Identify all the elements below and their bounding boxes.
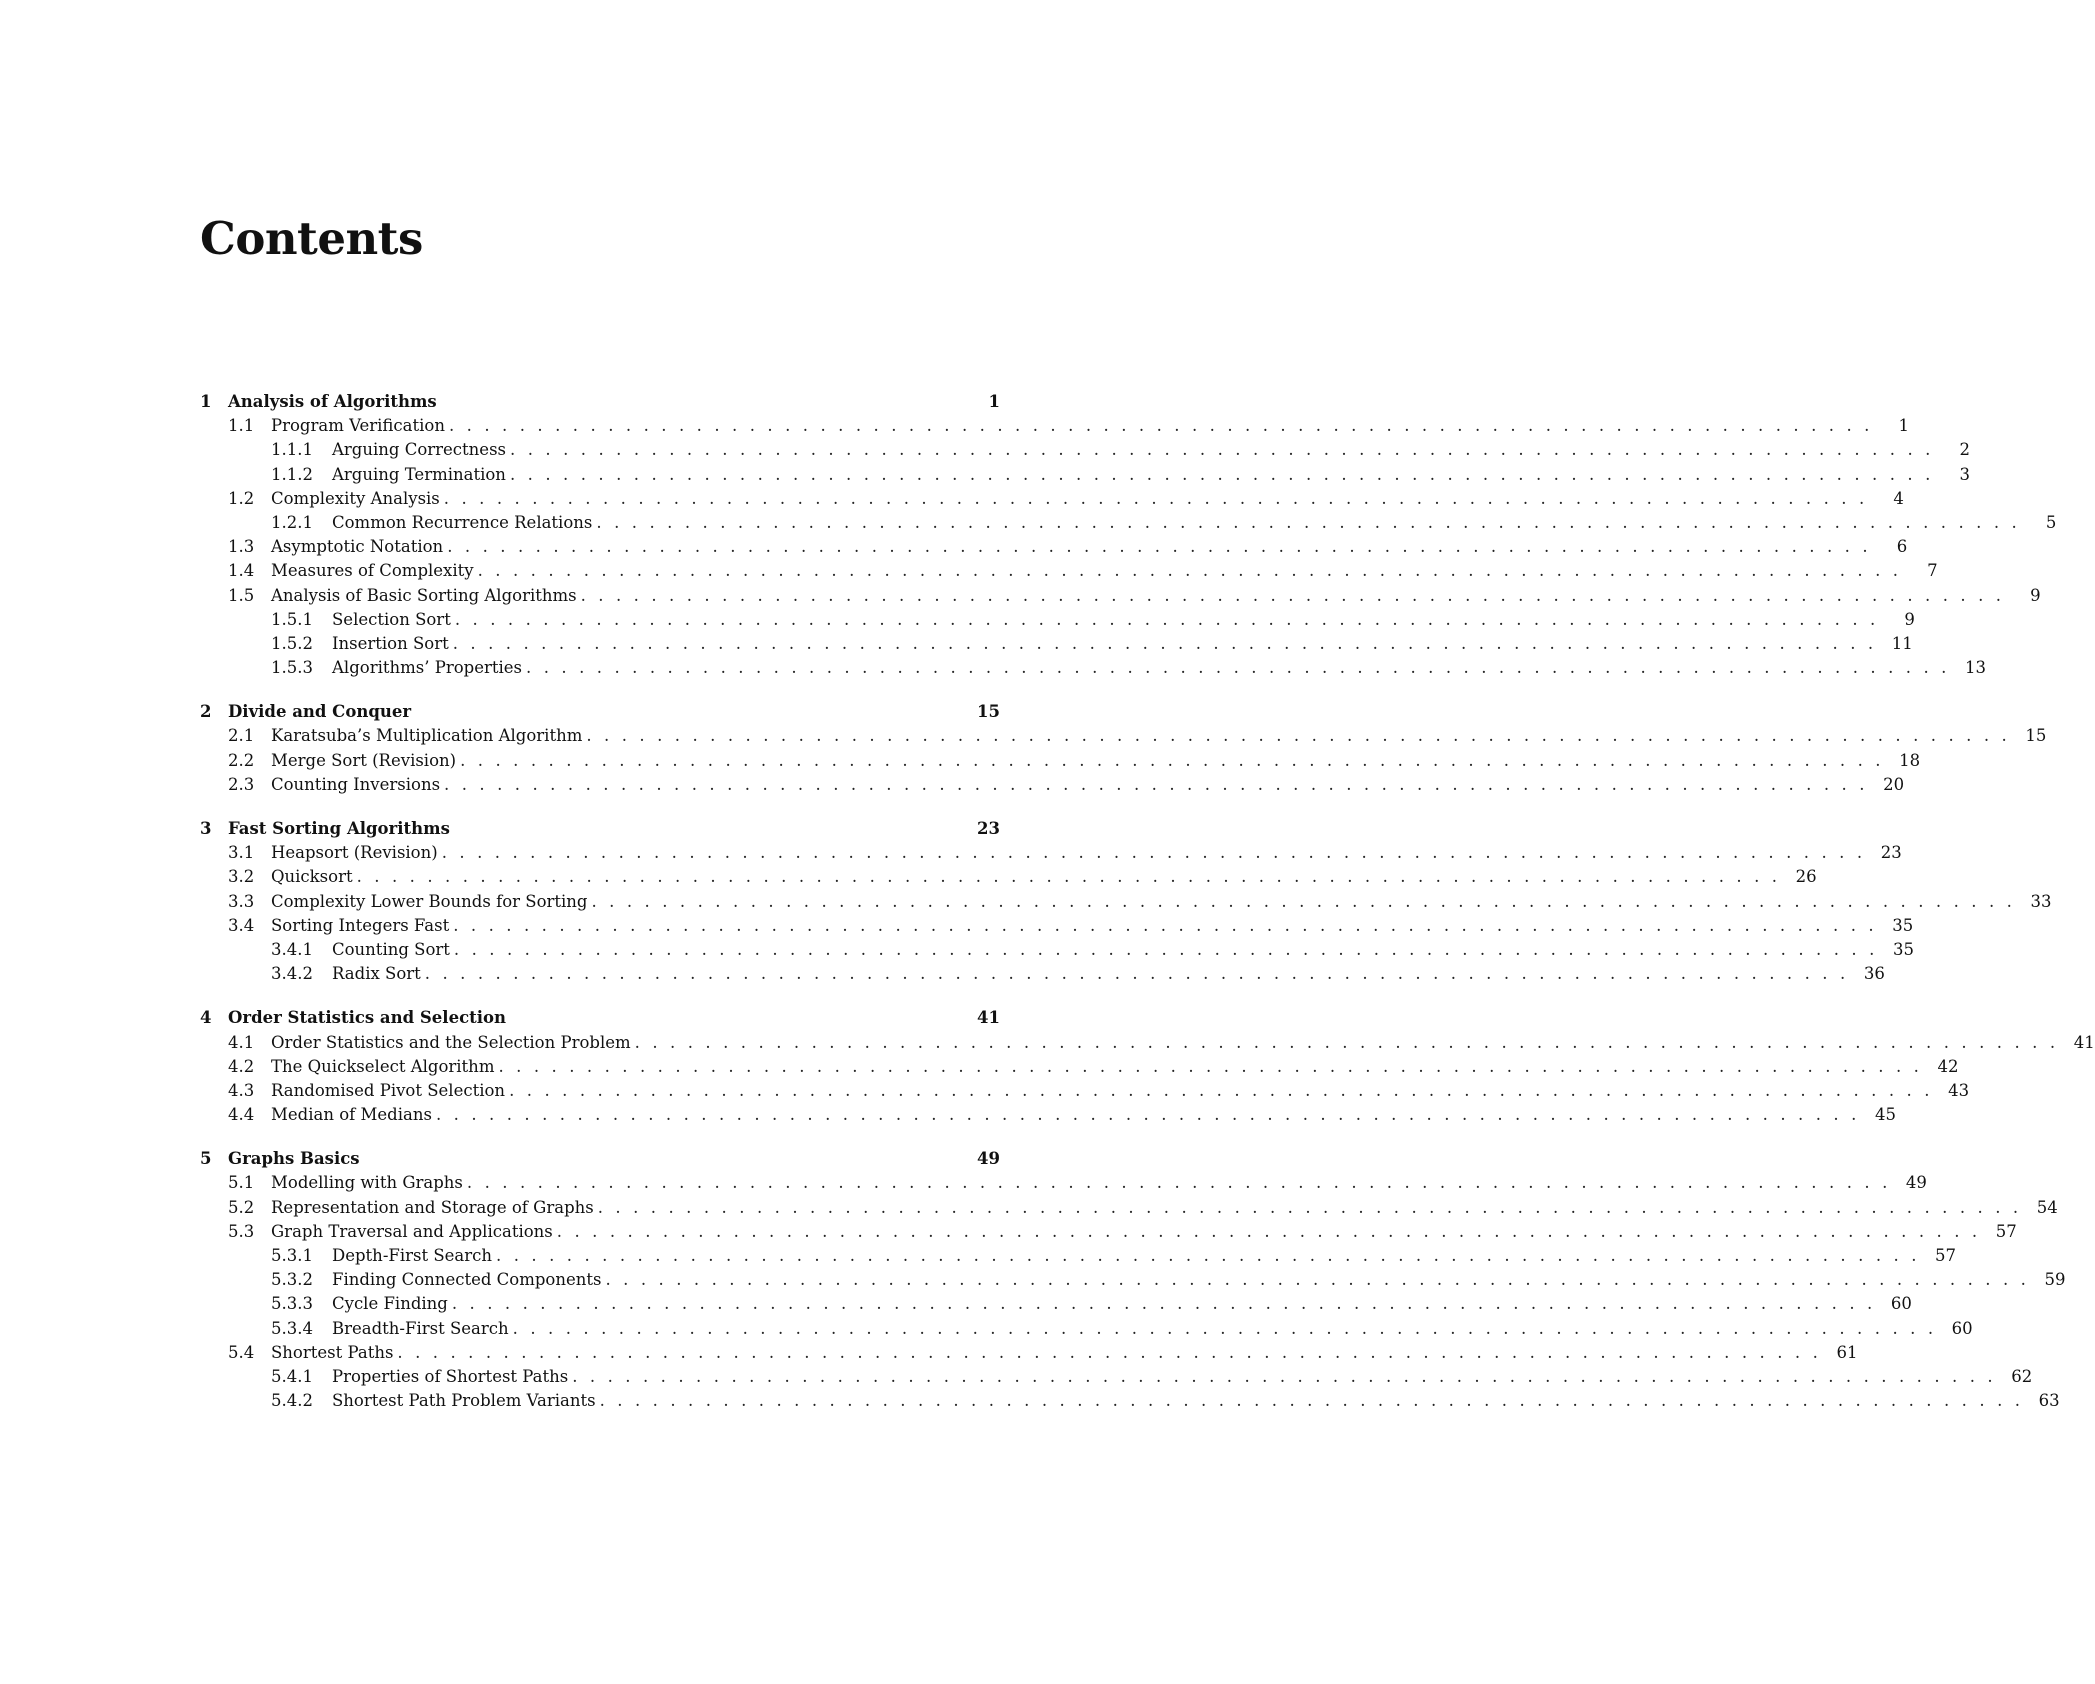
toc-chapter-row[interactable] [200, 392, 1000, 416]
entry-title: Shortest Paths [271, 1342, 394, 1362]
dot-leader: . . . . . . . . . . . . . . . . . . . . . . . . . . . . . . . . . . . . . . . . . . . . . . . . . . . . . . . . . . . . . . . . . . . . . . . . . . . . . . . . . [580, 585, 2005, 605]
toc-subsection-row[interactable] [200, 658, 1987, 682]
entry-number: 5.4 [228, 1342, 255, 1362]
entry-page-number: 36 [1863, 964, 1885, 984]
entry-page-number: 33 [2030, 891, 2052, 911]
dot-leader: . . . . . . . . . . . . . . . . . . . . . . . . . . . . . . . . . . . . . . . . . . . . . . . . . . . . . . . . . . . . . . . . . . . . . . . . . . . . . . . . . [451, 1294, 1876, 1314]
entry-page-number: 45 [1874, 1105, 1896, 1125]
toc-chapter-2 [200, 702, 2047, 799]
entry-number: 4.3 [228, 1080, 255, 1100]
toc-section-row[interactable] [200, 774, 1905, 799]
chapter-page-number: 15 [977, 702, 1000, 722]
chapter-number: 3 [200, 819, 212, 838]
toc-section-row[interactable] [200, 488, 1904, 513]
entry-page-number: 42 [1937, 1056, 1959, 1076]
entry-title: Heapsort (Revision) [271, 843, 438, 863]
entry-title: Sorting Integers Fast [271, 915, 450, 935]
entry-title: Complexity Lower Bounds for Sorting [271, 891, 588, 911]
entry-title: Properties of Shortest Paths [332, 1366, 569, 1386]
entry-number: 1.5.3 [271, 658, 313, 678]
entry-number: 1.2.1 [271, 512, 313, 532]
entry-number: 3.4.1 [271, 939, 313, 959]
entry-number: 1.1 [228, 416, 255, 436]
entry-number: 3.4.2 [271, 964, 313, 984]
entry-title: Algorithms’ Properties [332, 658, 522, 678]
entry-page-number: 6 [1896, 537, 1908, 557]
entry-number: 3.3 [228, 891, 255, 911]
toc-subsection-row[interactable] [200, 440, 1971, 464]
dot-leader: . . . . . . . . . . . . . . . . . . . . . . . . . . . . . . . . . . . . . . . . . . . . . . . . . . . . . . . . . . . . . . . . . . . . . . . . . . . . . . . . . [512, 1318, 1937, 1338]
toc-chapter-5 [200, 1149, 2066, 1415]
toc-section-row[interactable] [200, 416, 1910, 440]
toc-section-row[interactable] [200, 1342, 1858, 1367]
entry-page-number: 15 [2025, 726, 2047, 746]
entry-title: Common Recurrence Relations [332, 512, 593, 532]
toc-section-row[interactable] [200, 843, 1902, 867]
entry-page-number: 41 [2073, 1032, 2095, 1052]
entry-title: Counting Inversions [271, 774, 441, 794]
dot-leader: . . . . . . . . . . . . . . . . . . . . . . . . . . . . . . . . . . . . . . . . . . . . . . . . . . . . . . . . . . . . . . . . . . . . . . . . . . . . . . . . . [424, 964, 1849, 984]
entry-title: Merge Sort (Revision) [271, 750, 457, 770]
dot-leader: . . . . . . . . . . . . . . . . . . . . . . . . . . . . . . . . . . . . . . . . . . . . . . . . . . . . . . . . . . . . . . . . . . . . . . . . . . . . . . . . . [510, 440, 1935, 460]
entry-number: 5.3.4 [271, 1318, 313, 1338]
entry-page-number: 2 [1959, 440, 1971, 460]
toc-chapter-1 [200, 392, 2057, 682]
entry-number: 4.4 [228, 1105, 255, 1125]
entry-page-number: 62 [2011, 1366, 2033, 1386]
chapter-title: Fast Sorting Algorithms [228, 819, 450, 838]
dot-leader: . . . . . . . . . . . . . . . . . . . . . . . . . . . . . . . . . . . . . . . . . . . . . . . . . . . . . . . . . . . . . . . . . . . . . . . . . . . . . . . . . [586, 726, 2011, 746]
toc-section-row[interactable] [200, 915, 1914, 940]
toc-chapter-row[interactable] [200, 819, 1000, 843]
toc-section-row[interactable] [200, 1056, 1959, 1081]
entry-title: Cycle Finding [332, 1294, 448, 1314]
entry-page-number: 20 [1883, 774, 1905, 794]
dot-leader: . . . . . . . . . . . . . . . . . . . . . . . . . . . . . . . . . . . . . . . . . . . . . . . . . . . . . . . . . . . . . . . . . . . . . . . . . . . . . . . . . [591, 891, 2016, 911]
entry-page-number: 60 [1890, 1294, 1912, 1314]
dot-leader: . . . . . . . . . . . . . . . . . . . . . . . . . . . . . . . . . . . . . . . . . . . . . . . . . . . . . . . . . . . . . . . . . . . . . . . . . . . . . . . . . [605, 1270, 2030, 1290]
dot-leader: . . . . . . . . . . . . . . . . . . . . . . . . . . . . . . . . . . . . . . . . . . . . . . . . . . . . . . . . . . . . . . . . . . . . . . . . . . . . . . . . . [509, 1080, 1934, 1100]
entry-page-number: 7 [1927, 561, 1938, 581]
chapter-page-number: 41 [977, 1008, 1000, 1028]
toc-subsection-row[interactable] [200, 1294, 1912, 1318]
toc-subsection-row[interactable] [200, 1246, 1957, 1270]
entry-number: 5.3 [228, 1221, 255, 1241]
dot-leader: . . . . . . . . . . . . . . . . . . . . . . . . . . . . . . . . . . . . . . . . . . . . . . . . . . . . . . . . . . . . . . . . . . . . . . . . . . . . . . . . . [477, 561, 1902, 581]
entry-number: 5.1 [228, 1173, 255, 1193]
dot-leader: . . . . . . . . . . . . . . . . . . . . . . . . . . . . . . . . . . . . . . . . . . . . . . . . . . . . . . . . . . . . . . . . . . . . . . . . . . . . . . . . . [443, 488, 1868, 508]
entry-number: 1.1.2 [271, 464, 313, 484]
entry-title: Representation and Storage of Graphs [271, 1197, 594, 1217]
entry-page-number: 35 [1892, 915, 1914, 935]
entry-title: Finding Connected Components [332, 1270, 602, 1290]
entry-title: Counting Sort [332, 939, 450, 959]
dot-leader: . . . . . . . . . . . . . . . . . . . . . . . . . . . . . . . . . . . . . . . . . . . . . . . . . . . . . . . . . . . . . . . . . . . . . . . . . . . . . . . . . [556, 1221, 1981, 1241]
toc-section-row[interactable] [200, 585, 2041, 610]
entry-page-number: 11 [1891, 633, 1913, 653]
entry-title: Arguing Termination [332, 464, 506, 484]
entry-page-number: 61 [1836, 1342, 1858, 1362]
entry-page-number: 57 [1935, 1246, 1957, 1265]
toc-subsection-row[interactable] [200, 512, 2057, 537]
entry-title: Median of Medians [271, 1105, 432, 1125]
chapter-number: 1 [200, 392, 212, 411]
chapter-page-number: 1 [988, 392, 1000, 411]
entry-title: Graph Traversal and Applications [271, 1221, 553, 1241]
dot-leader: . . . . . . . . . . . . . . . . . . . . . . . . . . . . . . . . . . . . . . . . . . . . . . . . . . . . . . . . . . . . . . . . . . . . . . . . . . . . . . . . . [597, 1197, 2022, 1217]
toc-chapter-row[interactable] [200, 1149, 1000, 1173]
toc-subsection-row[interactable] [200, 609, 1915, 634]
entry-number: 3.2 [228, 867, 255, 887]
entry-page-number: 4 [1893, 488, 1904, 508]
dot-leader: . . . . . . . . . . . . . . . . . . . . . . . . . . . . . . . . . . . . . . . . . . . . . . . . . . . . . . . . . . . . . . . . . . . . . . . . . . . . . . . . . [453, 915, 1878, 935]
toc-section-row[interactable] [200, 1173, 1927, 1197]
chapter-number: 4 [200, 1008, 212, 1028]
entry-page-number: 26 [1795, 867, 1817, 887]
entry-number: 1.5.1 [271, 609, 313, 629]
entry-page-number: 5 [2045, 512, 2057, 532]
entry-title: Modelling with Graphs [271, 1173, 463, 1193]
toc-subsection-row[interactable] [200, 1270, 2066, 1294]
chapter-title: Divide and Conquer [228, 702, 412, 722]
toc-section-row[interactable] [200, 537, 1908, 561]
dot-leader: . . . . . . . . . . . . . . . . . . . . . . . . . . . . . . . . . . . . . . . . . . . . . . . . . . . . . . . . . . . . . . . . . . . . . . . . . . . . . . . . . [452, 633, 1877, 653]
toc-section-row[interactable] [200, 1032, 2095, 1057]
chapter-number: 5 [200, 1149, 212, 1169]
entry-number: 4.1 [228, 1032, 255, 1052]
entry-page-number: 59 [2044, 1270, 2066, 1290]
entry-page-number: 13 [1965, 658, 1987, 678]
dot-leader: . . . . . . . . . . . . . . . . . . . . . . . . . . . . . . . . . . . . . . . . . . . . . . . . . . . . . . . . . . . . . . . . . . . . . . . . . . . . . . . . . [466, 1173, 1891, 1193]
toc-subsection-row[interactable] [200, 964, 1885, 988]
toc-subsection-row[interactable] [200, 1366, 2033, 1391]
entry-title: Asymptotic Notation [271, 537, 444, 557]
entry-title: Program Verification [271, 416, 445, 436]
entry-title: Arguing Correctness [332, 440, 506, 460]
entry-page-number: 54 [2036, 1197, 2058, 1217]
toc-chapter-row[interactable] [200, 702, 1000, 726]
entry-number: 3.4 [228, 915, 255, 935]
dot-leader: . . . . . . . . . . . . . . . . . . . . . . . . . . . . . . . . . . . . . . . . . . . . . . . . . . . . . . . . . . . . . . . . . . . . . . . . . . . . . . . . . [498, 1056, 1923, 1076]
entry-title: Quicksort [271, 867, 353, 887]
entry-number: 5.3.3 [271, 1294, 313, 1314]
chapter-title: Analysis of Algorithms [228, 392, 437, 411]
toc-subsection-row[interactable] [200, 1391, 2060, 1415]
dot-leader: . . . . . . . . . . . . . . . . . . . . . . . . . . . . . . . . . . . . . . . . . . . . . . . . . . . . . . . . . . . . . . . . . . . . . . . . . . . . . . . . . [441, 843, 1866, 863]
dot-leader: . . . . . . . . . . . . . . . . . . . . . . . . . . . . . . . . . . . . . . . . . . . . . . . . . . . . . . . . . . . . . . . . . . . . . . . . . . . . . . . . . [599, 1391, 2024, 1411]
entry-title: Selection Sort [332, 609, 451, 629]
entry-page-number: 3 [1959, 464, 1970, 484]
page-title: Contents [200, 212, 423, 265]
toc-subsection-row[interactable] [200, 1318, 1973, 1343]
entry-page-number: 57 [1995, 1221, 2017, 1241]
entry-number: 5.4.1 [271, 1366, 313, 1386]
toc-section-row[interactable] [200, 891, 2052, 916]
entry-number: 1.2 [228, 488, 255, 508]
entry-page-number: 49 [1905, 1173, 1927, 1193]
entry-title: Depth-First Search [332, 1246, 493, 1265]
entry-title: Karatsuba’s Multiplication Algorithm [271, 726, 583, 746]
dot-leader: . . . . . . . . . . . . . . . . . . . . . . . . . . . . . . . . . . . . . . . . . . . . . . . . . . . . . . . . . . . . . . . . . . . . . . . . . . . . . . . . . [496, 1246, 1921, 1265]
entry-number: 5.2 [228, 1197, 255, 1217]
toc-section-row[interactable] [200, 867, 1817, 891]
entry-number: 2.1 [228, 726, 255, 746]
entry-number: 1.3 [228, 537, 255, 557]
toc-section-row[interactable] [200, 1197, 2058, 1222]
entry-number: 3.1 [228, 843, 255, 863]
toc-subsection-row[interactable] [200, 633, 1913, 658]
entry-number: 5.3.1 [271, 1246, 313, 1265]
dot-leader: . . . . . . . . . . . . . . . . . . . . . . . . . . . . . . . . . . . . . . . . . . . . . . . . . . . . . . . . . . . . . . . . . . . . . . . . . . . . . . . . . [444, 774, 1869, 794]
chapter-title: Order Statistics and Selection [228, 1008, 507, 1028]
dot-leader: . . . . . . . . . . . . . . . . . . . . . . . . . . . . . . . . . . . . . . . . . . . . . . . . . . . . . . . . . . . . . . . . . . . . . . . . . . . . . . . . . [460, 750, 1885, 770]
entry-title: Randomised Pivot Selection [271, 1080, 506, 1100]
entry-page-number: 43 [1948, 1080, 1970, 1100]
dot-leader: . . . . . . . . . . . . . . . . . . . . . . . . . . . . . . . . . . . . . . . . . . . . . . . . . . . . . . . . . . . . . . . . . . . . . . . . . . . . . . . . . [572, 1366, 1997, 1386]
entry-page-number: 35 [1892, 939, 1914, 959]
entry-page-number: 9 [1904, 609, 1915, 629]
table-of-contents [200, 392, 2095, 1435]
toc-chapter-row[interactable] [200, 1008, 1000, 1032]
chapter-page-number: 23 [977, 819, 1000, 838]
entry-number: 5.3.2 [271, 1270, 313, 1290]
dot-leader: . . . . . . . . . . . . . . . . . . . . . . . . . . . . . . . . . . . . . . . . . . . . . . . . . . . . . . . . . . . . . . . . . . . . . . . . . . . . . . . . . [526, 658, 1951, 678]
entry-number: 5.4.2 [271, 1391, 313, 1411]
dot-leader: . . . . . . . . . . . . . . . . . . . . . . . . . . . . . . . . . . . . . . . . . . . . . . . . . . . . . . . . . . . . . . . . . . . . . . . . . . . . . . . . . [453, 939, 1878, 959]
chapter-page-number: 49 [977, 1149, 1000, 1169]
entry-title: Analysis of Basic Sorting Algorithms [271, 585, 577, 605]
entry-title: Measures of Complexity [271, 561, 474, 581]
entry-page-number: 18 [1899, 750, 1921, 770]
entry-number: 2.2 [228, 750, 255, 770]
entry-number: 2.3 [228, 774, 255, 794]
chapter-title: Graphs Basics [228, 1149, 360, 1169]
entry-page-number: 60 [1951, 1318, 1973, 1338]
entry-page-number: 63 [2038, 1391, 2060, 1411]
toc-section-row[interactable] [200, 1080, 1970, 1105]
entry-number: 1.5.2 [271, 633, 313, 653]
dot-leader: . . . . . . . . . . . . . . . . . . . . . . . . . . . . . . . . . . . . . . . . . . . . . . . . . . . . . . . . . . . . . . . . . . . . . . . . . . . . . . . . . [435, 1105, 1860, 1125]
entry-number: 1.4 [228, 561, 255, 581]
entry-title: Order Statistics and the Selection Problem [271, 1032, 631, 1052]
dot-leader: . . . . . . . . . . . . . . . . . . . . . . . . . . . . . . . . . . . . . . . . . . . . . . . . . . . . . . . . . . . . . . . . . . . . . . . . . . . . . . . . . [634, 1032, 2059, 1052]
toc-section-row[interactable] [200, 561, 1938, 585]
dot-leader: . . . . . . . . . . . . . . . . . . . . . . . . . . . . . . . . . . . . . . . . . . . . . . . . . . . . . . . . . . . . . . . . . . . . . . . . . . . . . . . . . [509, 464, 1934, 484]
entry-page-number: 23 [1880, 843, 1902, 863]
entry-title: Insertion Sort [332, 633, 449, 653]
dot-leader: . . . . . . . . . . . . . . . . . . . . . . . . . . . . . . . . . . . . . . . . . . . . . . . . . . . . . . . . . . . . . . . . . . . . . . . . . . . . . . . . . [356, 867, 1781, 887]
entry-title: Shortest Path Problem Variants [332, 1391, 596, 1411]
entry-title: The Quickselect Algorithm [271, 1056, 495, 1076]
entry-title: Radix Sort [332, 964, 421, 984]
dot-leader: . . . . . . . . . . . . . . . . . . . . . . . . . . . . . . . . . . . . . . . . . . . . . . . . . . . . . . . . . . . . . . . . . . . . . . . . . . . . . . . . . [454, 609, 1879, 629]
entry-number: 4.2 [228, 1056, 255, 1076]
toc-chapter-3 [200, 819, 2052, 988]
entry-page-number: 1 [1898, 416, 1910, 436]
chapter-number: 2 [200, 702, 212, 722]
toc-section-row[interactable] [200, 1221, 2017, 1246]
toc-section-row[interactable] [200, 726, 2047, 750]
entry-title: Complexity Analysis [271, 488, 440, 508]
entry-title: Breadth-First Search [332, 1318, 509, 1338]
entry-page-number: 9 [2030, 585, 2041, 605]
entry-number: 1.5 [228, 585, 255, 605]
dot-leader: . . . . . . . . . . . . . . . . . . . . . . . . . . . . . . . . . . . . . . . . . . . . . . . . . . . . . . . . . . . . . . . . . . . . . . . . . . . . . . . . . [447, 537, 1872, 557]
toc-subsection-row[interactable] [200, 464, 1970, 489]
dot-leader: . . . . . . . . . . . . . . . . . . . . . . . . . . . . . . . . . . . . . . . . . . . . . . . . . . . . . . . . . . . . . . . . . . . . . . . . . . . . . . . . . [596, 512, 2021, 532]
dot-leader: . . . . . . . . . . . . . . . . . . . . . . . . . . . . . . . . . . . . . . . . . . . . . . . . . . . . . . . . . . . . . . . . . . . . . . . . . . . . . . . . . [448, 416, 1874, 436]
dot-leader: . . . . . . . . . . . . . . . . . . . . . . . . . . . . . . . . . . . . . . . . . . . . . . . . . . . . . . . . . . . . . . . . . . . . . . . . . . . . . . . . . [397, 1342, 1822, 1362]
toc-subsection-row[interactable] [200, 939, 1914, 964]
toc-section-row[interactable] [200, 750, 1921, 775]
toc-section-row[interactable] [200, 1105, 1896, 1129]
entry-number: 1.1.1 [271, 440, 313, 460]
toc-chapter-4 [200, 1008, 2095, 1129]
